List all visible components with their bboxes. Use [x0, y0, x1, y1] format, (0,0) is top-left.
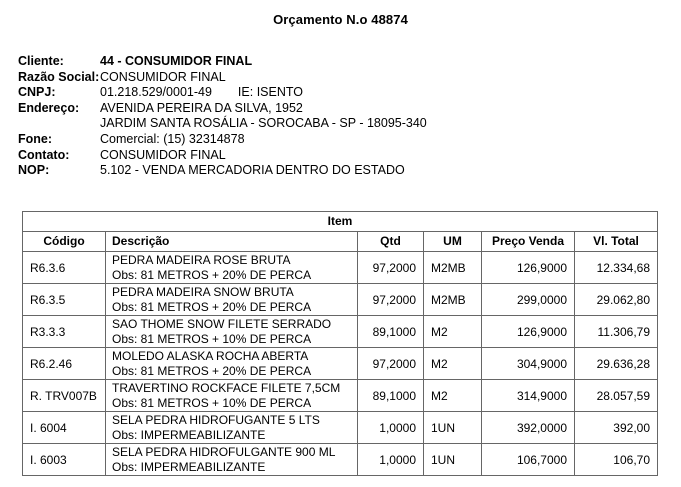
cell-um: M2: [424, 380, 482, 412]
customer-info-block: [18, 54, 638, 179]
cell-vl-total: 12.334,68: [575, 252, 658, 284]
descricao-name: MOLEDO ALASKA ROCHA ABERTA: [112, 349, 309, 363]
cell-codigo: R. TRV007B: [23, 380, 106, 412]
info-value-endereco: AVENIDA PEREIRA DA SILVA, 1952: [100, 100, 303, 115]
cell-qtd: 97,2000: [358, 252, 424, 284]
descricao-name: SAO THOME SNOW FILETE SERRADO: [112, 317, 332, 331]
cell-codigo: R6.3.6: [23, 252, 106, 284]
table-row: [23, 444, 658, 476]
info-label-fone: Fone:: [18, 131, 53, 146]
cell-codigo: R3.3.3: [23, 316, 106, 348]
cell-preco-venda: 126,9000: [482, 316, 575, 348]
info-label-ie: IE:: [237, 85, 254, 100]
cell-vl-total: 29.636,28: [575, 348, 658, 380]
info-label-cliente: Cliente:: [18, 54, 64, 68]
column-header-um[interactable]: UM: [424, 232, 482, 252]
cell-descricao: [106, 348, 358, 380]
page-title: Orçamento N.o 48874: [273, 12, 408, 27]
items-table: [22, 211, 658, 476]
cell-qtd: 97,2000: [358, 348, 424, 380]
descricao-obs: Obs: 81 METROS + 20% DE PERCA: [112, 363, 312, 378]
cell-vl-total: 11.306,79: [575, 316, 658, 348]
cell-qtd: 89,1000: [358, 316, 424, 348]
info-row-fone: [18, 132, 638, 148]
cell-preco-venda: 304,9000: [482, 348, 575, 380]
cell-um: M2: [424, 348, 482, 380]
info-value-nop: 5.102 - VENDA MERCADORIA DENTRO DO ESTADO: [100, 163, 405, 178]
cell-um: 1UN: [424, 444, 482, 476]
descricao-name: SELA PEDRA HIDROFULGANTE 900 ML: [112, 445, 336, 459]
column-header-vl-total[interactable]: Vl. Total: [575, 232, 658, 252]
info-row-contato: [18, 148, 638, 164]
cell-qtd: 1,0000: [358, 444, 424, 476]
descricao-obs: Obs: IMPERMEABILIZANTE: [112, 427, 266, 442]
info-value-cliente: 44 - CONSUMIDOR FINAL: [100, 54, 253, 68]
cell-descricao: [106, 412, 358, 444]
info-label-cnpj: CNPJ:: [18, 85, 56, 100]
cell-um: M2MB: [424, 252, 482, 284]
cell-preco-venda: 392,0000: [482, 412, 575, 444]
column-header-codigo[interactable]: Código: [23, 232, 106, 252]
cell-preco-venda: 126,9000: [482, 252, 575, 284]
cell-codigo: R6.3.5: [23, 284, 106, 316]
info-label-endereco: Endereço:: [18, 100, 80, 115]
info-value-endereco-cont: JARDIM SANTA ROSÁLIA - SOROCABA - SP - 18095-340: [100, 116, 427, 131]
table-row: [23, 252, 658, 284]
descricao-obs: Obs: 81 METROS + 20% DE PERCA: [112, 299, 312, 314]
cell-vl-total: 28.057,59: [575, 380, 658, 412]
column-header-descricao[interactable]: Descrição: [106, 232, 358, 252]
info-row-cliente: [18, 54, 638, 70]
column-header-qtd[interactable]: Qtd: [358, 232, 424, 252]
cell-descricao: [106, 284, 358, 316]
cell-um: M2MB: [424, 284, 482, 316]
table-row: [23, 316, 658, 348]
info-row-razao-social: [18, 70, 638, 86]
cell-descricao: [106, 316, 358, 348]
descricao-name: PEDRA MADEIRA SNOW BRUTA: [112, 285, 294, 299]
info-value-cnpj: 01.218.529/0001-49: [100, 85, 212, 100]
info-value-fone: Comercial: (15) 32314878: [100, 131, 245, 146]
descricao-obs: Obs: 81 METROS + 20% DE PERCA: [112, 267, 312, 282]
cell-vl-total: 29.062,80: [575, 284, 658, 316]
cell-descricao: [106, 252, 358, 284]
info-pair-ie: [238, 85, 303, 101]
items-table-body: [23, 252, 658, 476]
info-row-endereco: [18, 101, 638, 117]
cell-um: 1UN: [424, 412, 482, 444]
descricao-name: SELA PEDRA HIDROFUGANTE 5 LTS: [112, 413, 320, 427]
column-header-preco-venda[interactable]: Preço Venda: [482, 232, 575, 252]
cell-descricao: [106, 380, 358, 412]
cell-qtd: 1,0000: [358, 412, 424, 444]
info-row-nop: [18, 163, 638, 179]
table-row: [23, 284, 658, 316]
info-label-nop: NOP:: [18, 163, 50, 178]
cell-preco-venda: 299,0000: [482, 284, 575, 316]
table-row: [23, 412, 658, 444]
cell-qtd: 89,1000: [358, 380, 424, 412]
info-label-contato: Contato:: [18, 147, 70, 162]
info-row-endereco-cont: [18, 116, 638, 132]
cell-descricao: [106, 444, 358, 476]
cell-preco-venda: 106,7000: [482, 444, 575, 476]
info-row-cnpj: [18, 85, 638, 101]
descricao-obs: Obs: 81 METROS + 10% DE PERCA: [112, 331, 312, 346]
cell-vl-total: 392,00: [575, 412, 658, 444]
descricao-name: TRAVERTINO ROCKFACE FILETE 7,5CM: [112, 381, 341, 395]
info-value-razao-social: CONSUMIDOR FINAL: [100, 69, 226, 84]
info-value-ie: ISENTO: [256, 85, 304, 100]
cell-um: M2: [424, 316, 482, 348]
descricao-name: PEDRA MADEIRA ROSE BRUTA: [112, 253, 291, 267]
info-value-contato: CONSUMIDOR FINAL: [100, 147, 226, 162]
table-row: [23, 380, 658, 412]
descricao-obs: Obs: IMPERMEABILIZANTE: [112, 459, 266, 474]
descricao-obs: Obs: 81 METROS + 10% DE PERCA: [112, 395, 312, 410]
table-group-header-row: [23, 212, 658, 232]
cell-codigo: I. 6003: [23, 444, 106, 476]
table-group-header-item: Item: [23, 212, 658, 232]
cell-vl-total: 106,70: [575, 444, 658, 476]
cell-qtd: 97,2000: [358, 284, 424, 316]
cell-codigo: I. 6004: [23, 412, 106, 444]
table-header-row: [23, 232, 658, 252]
table-row: [23, 348, 658, 380]
info-label-razao-social: Razão Social:: [18, 69, 100, 84]
cell-codigo: R6.2.46: [23, 348, 106, 380]
cell-preco-venda: 314,9000: [482, 380, 575, 412]
